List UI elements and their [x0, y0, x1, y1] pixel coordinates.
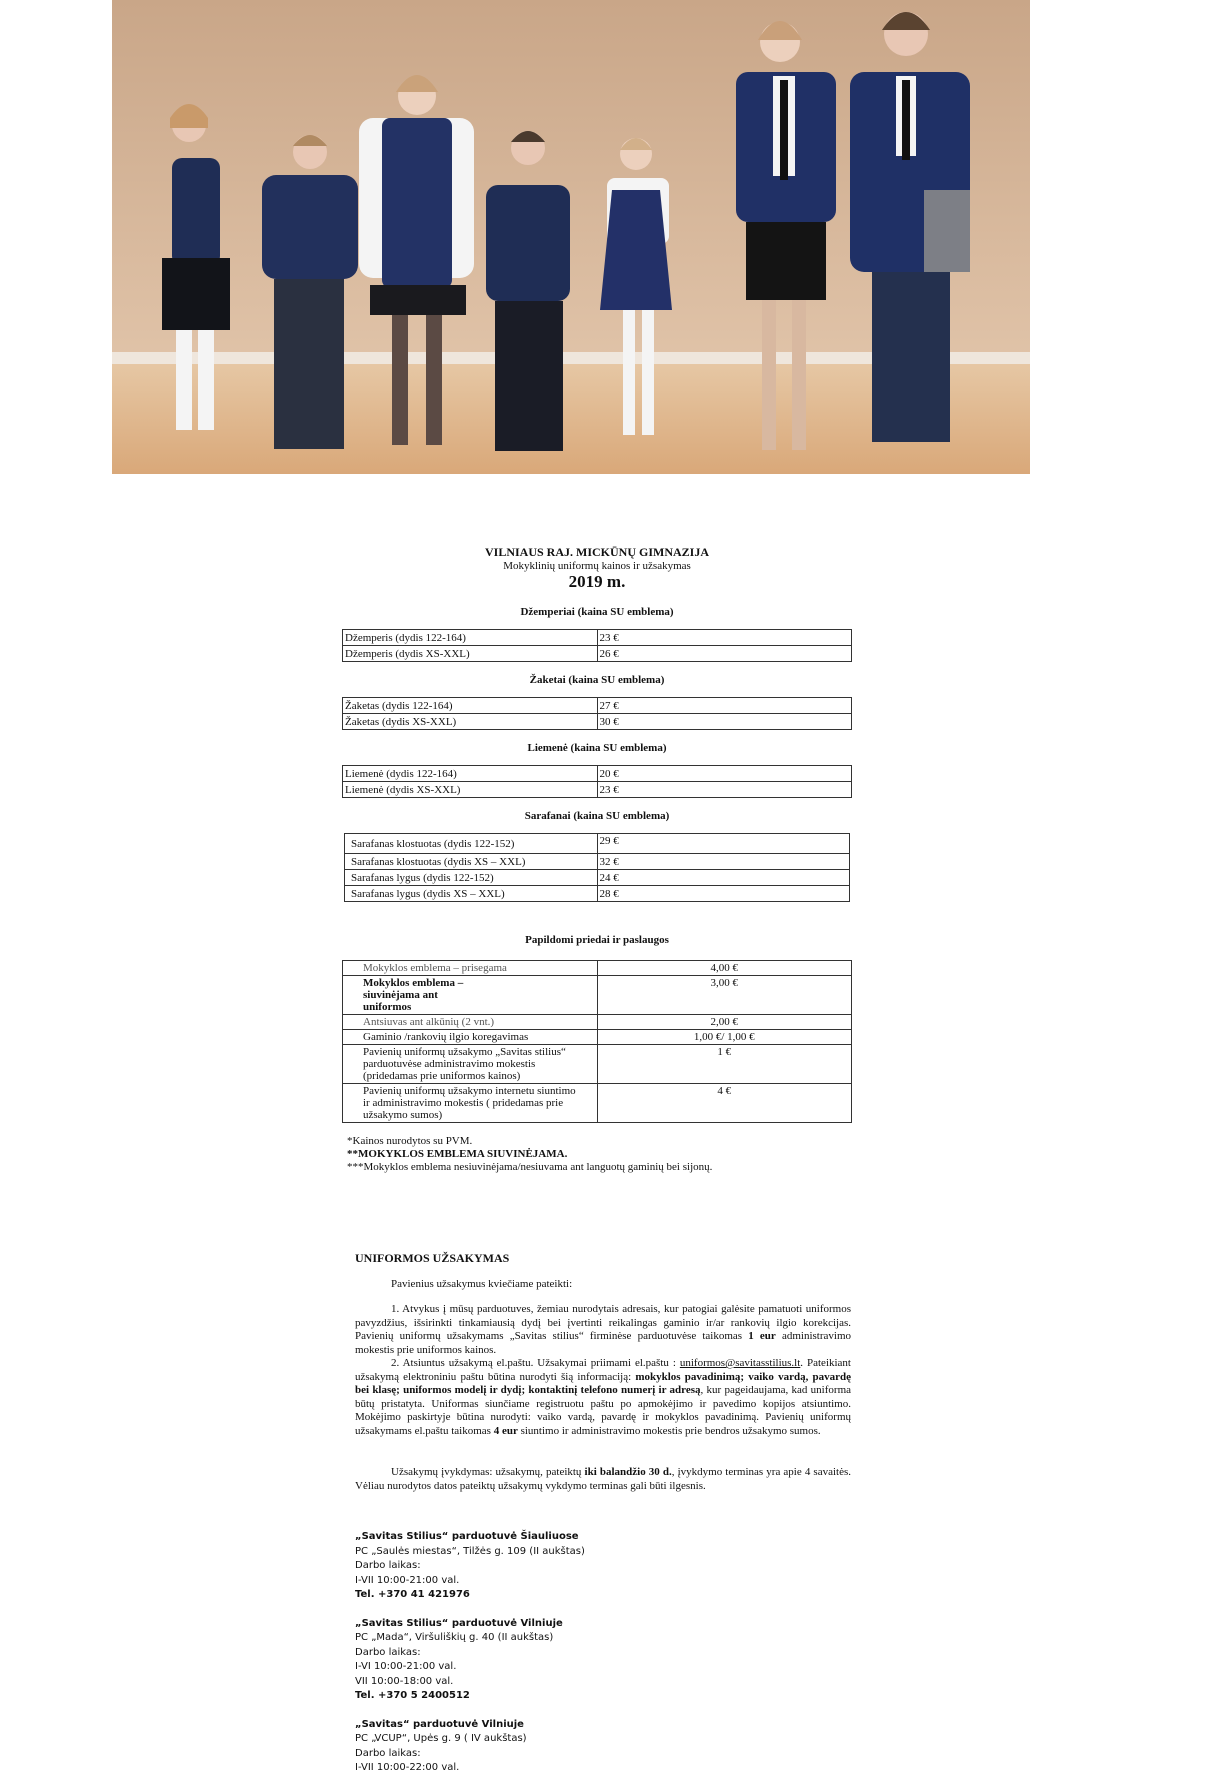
order-email-link[interactable]: uniformos@savitasstilius.lt [679, 1357, 801, 1369]
item-name: Sarafanas lygus (dydis 122-152) [345, 870, 598, 886]
table-row [345, 870, 850, 886]
text-span: siuntimo ir administravimo mokestis prie bendros užsakymo sumos. [517, 1424, 821, 1437]
store-name: „Savitas Stilius“ parduotuvė Vilniuje [355, 1617, 563, 1629]
store-list [355, 1530, 775, 1790]
text-span: administravimo mokestis prie uniformos kainos. [355, 1330, 852, 1356]
text-span: iki balandžio 30 d. [584, 1466, 672, 1478]
item-price: 23 € [597, 782, 852, 798]
store-phone: Tel. +370 41 421976 [355, 1589, 470, 1600]
store-hours: I-VII 10:00-21:00 val. [355, 1574, 460, 1586]
text-span: 4 eur [493, 1424, 518, 1437]
table-row [343, 961, 852, 976]
store-hours: VII 10:00-18:00 val. [355, 1675, 454, 1687]
item-name: Mokyklos emblema – prisegama [343, 961, 598, 976]
text-span: 1 eur [748, 1330, 776, 1342]
price-list [342, 545, 852, 1174]
table-row [345, 854, 850, 870]
item-price: 23 € [597, 630, 852, 646]
table-row [343, 714, 852, 730]
store-vilnius-mada [355, 1617, 775, 1704]
item-price: 26 € [597, 646, 852, 662]
item-price: 30 € [597, 714, 852, 730]
table-row [343, 1030, 852, 1045]
item-name: Džemperis (dydis XS-XXL) [343, 646, 598, 662]
item-price: 27 € [597, 698, 852, 714]
document-subtitle: Mokyklinių uniformų kainos ir užsakymas [503, 560, 691, 572]
item-price: 3,00 € [597, 976, 852, 1015]
item-price: 24 € [597, 870, 850, 886]
item-price: 1,00 €/ 1,00 € [597, 1030, 852, 1045]
store-phone: Tel. +370 5 2400512 [355, 1690, 470, 1701]
table-dzemperiai [342, 629, 852, 662]
table-row [343, 766, 852, 782]
table-row [343, 1015, 852, 1030]
table-row [343, 698, 852, 714]
section-title-dzemperiai: Džemperiai (kaina SU emblema) [520, 606, 674, 618]
table-row [345, 834, 850, 854]
student-2 [262, 135, 358, 449]
item-price: 20 € [597, 766, 852, 782]
table-row [343, 630, 852, 646]
store-hours-label: Darbo laikas: [355, 1646, 421, 1658]
table-sarafanai [344, 833, 850, 902]
store-address: PC „VCUP“, Upės g. 9 ( IV aukštas) [355, 1733, 527, 1744]
item-name: Sarafanas klostuotas (dydis 122-152) [345, 834, 598, 854]
order-option-store [355, 1303, 851, 1357]
price-notes [347, 1135, 852, 1174]
item-name: Žaketas (dydis XS-XXL) [343, 714, 598, 730]
text-span: . Pateikiant užsakymą elektroniniu paštu būtina nurodyti šią informaciją: [355, 1357, 851, 1383]
store-vilnius-vcup [355, 1718, 775, 1776]
order-title: UNIFORMOS UŽSAKYMAS [355, 1251, 510, 1265]
note-emblem: **MOKYKLOS EMBLEMA SIUVINĖJAMA. [347, 1148, 568, 1160]
section-title-zaketai: Žaketai (kaina SU emblema) [529, 674, 665, 686]
text-span: , kur pageidaujama, kad uniforma būtų pristatyta. Uniformas siunčiame registruotu paštu po apmokėjimo ir pavedimo kopijos atsiuntimo. Mokėjimo paskirtyje būtina nurodyti: vaiko vardą, pavardę ir mokyklos pavadinimą. Pavienių uniformų užsakymams el.paštu taikomas [355, 1384, 852, 1437]
group-photo [112, 0, 1030, 474]
item-name: Žaketas (dydis 122-164) [343, 698, 598, 714]
store-address: PC „Mada“, Viršuliškių g. 40 (II aukštas) [355, 1632, 554, 1643]
store-hours: I-VII 10:00-22:00 val. [355, 1762, 460, 1773]
uniform-photo-illustration [112, 0, 1030, 474]
store-hours-label: Darbo laikas: [355, 1560, 421, 1571]
item-name: Sarafanas klostuotas (dydis XS – XXL) [345, 854, 598, 870]
note-emblem-restriction: ***Mokyklos emblema nesiuvinėjama/nesiuvama ant languotų gaminių bei sijonų. [347, 1161, 713, 1173]
item-name: Sarafanas lygus (dydis XS – XXL) [345, 886, 598, 902]
text-span: mokyklos pavadinimą; vaiko vardą, pavardę bei klasę; uniformos modelį ir dydį; kontaktinį telefono numerį ir adresą [355, 1370, 851, 1396]
note-vat: *Kainos nurodytos su PVM. [347, 1135, 473, 1147]
order-fulfilment [355, 1466, 851, 1493]
table-row [343, 1045, 852, 1084]
section-title-sarafanai: Sarafanai (kaina SU emblema) [524, 810, 670, 822]
document-year: 2019 m. [568, 572, 626, 591]
item-price: 29 € [597, 834, 850, 854]
store-address: PC „Saulės miestas“, Tilžės g. 109 (II aukštas) [355, 1545, 585, 1557]
table-zaketai [342, 697, 852, 730]
order-option-email [355, 1357, 851, 1438]
store-hours-label: Darbo laikas: [355, 1747, 421, 1759]
table-row [343, 1084, 852, 1123]
store-siauliai [355, 1530, 775, 1603]
order-intro: Pavienius užsakymus kviečiame pateikti: [391, 1277, 573, 1290]
store-name: „Savitas Stilius“ parduotuvė Šiauliuose [355, 1531, 579, 1542]
school-name: VILNIAUS RAJ. MICKŪNŲ GIMNAZIJA [484, 545, 709, 559]
order-section [355, 1252, 851, 1493]
item-price: 32 € [597, 854, 850, 870]
item-name: Antsiuvas ant alkūnių (2 vnt.) [343, 1015, 598, 1030]
item-name: Pavienių uniformų užsakymo internetu siuntimo ir administravimo mokestis ( pridedamas prie užsakymo sumos) [343, 1084, 598, 1123]
item-price: 4 € [597, 1084, 852, 1123]
text-span: 2. Atsiuntus užsakymą el.paštu. Užsakymai priimami el.paštu : [391, 1357, 680, 1369]
table-extras [342, 960, 852, 1123]
store-name: „Savitas“ parduotuvė Vilniuje [355, 1718, 524, 1730]
store-hours: I-VI 10:00-21:00 val. [355, 1661, 457, 1672]
section-title-liemene: Liemenė (kaina SU emblema) [527, 742, 667, 754]
text-span: , įvykdymo terminas yra apie 4 savaitės. Vėliau nurodytos datos pateiktų užsakymų vykdymo terminas gali būti ilgesnis. [355, 1466, 851, 1492]
item-price: 28 € [597, 886, 850, 902]
item-name: Pavienių uniformų užsakymo „Savitas stilius“ parduotuvėse administravimo mokestis (pridedamas prie uniformos kainos) [343, 1045, 598, 1084]
table-row [345, 886, 850, 902]
item-name: Liemenė (dydis XS-XXL) [343, 782, 598, 798]
item-price: 2,00 € [597, 1015, 852, 1030]
table-liemene [342, 765, 852, 798]
table-row [343, 782, 852, 798]
item-name: Mokyklos emblema – siuvinėjama ant uniformos [343, 976, 598, 1015]
item-price: 4,00 € [597, 961, 852, 976]
item-name: Gaminio /rankovių ilgio koregavimas [343, 1030, 598, 1045]
item-name: Liemenė (dydis 122-164) [343, 766, 598, 782]
text-span: Užsakymų įvykdymas: užsakymų, pateiktų [391, 1466, 585, 1478]
section-title-extras: Papildomi priedai ir paslaugos [525, 934, 669, 946]
table-row [343, 976, 852, 1015]
item-price: 1 € [597, 1045, 852, 1084]
text-span: 1. Atvykus į mūsų parduotuves, žemiau nurodytais adresais, kur patogiai galėsite pamatuoti uniformos pavyzdžius, išsirinkti tinkamiausią dydį bei įvertinti reikalingas gaminio ir/ar rankovių ilgio korekcijas. Pavienių uniformų užsakymams „Savitas stilius“ firminėse parduotuvėse taikomas [355, 1303, 851, 1342]
table-row [343, 646, 852, 662]
item-name: Džemperis (dydis 122-164) [343, 630, 598, 646]
